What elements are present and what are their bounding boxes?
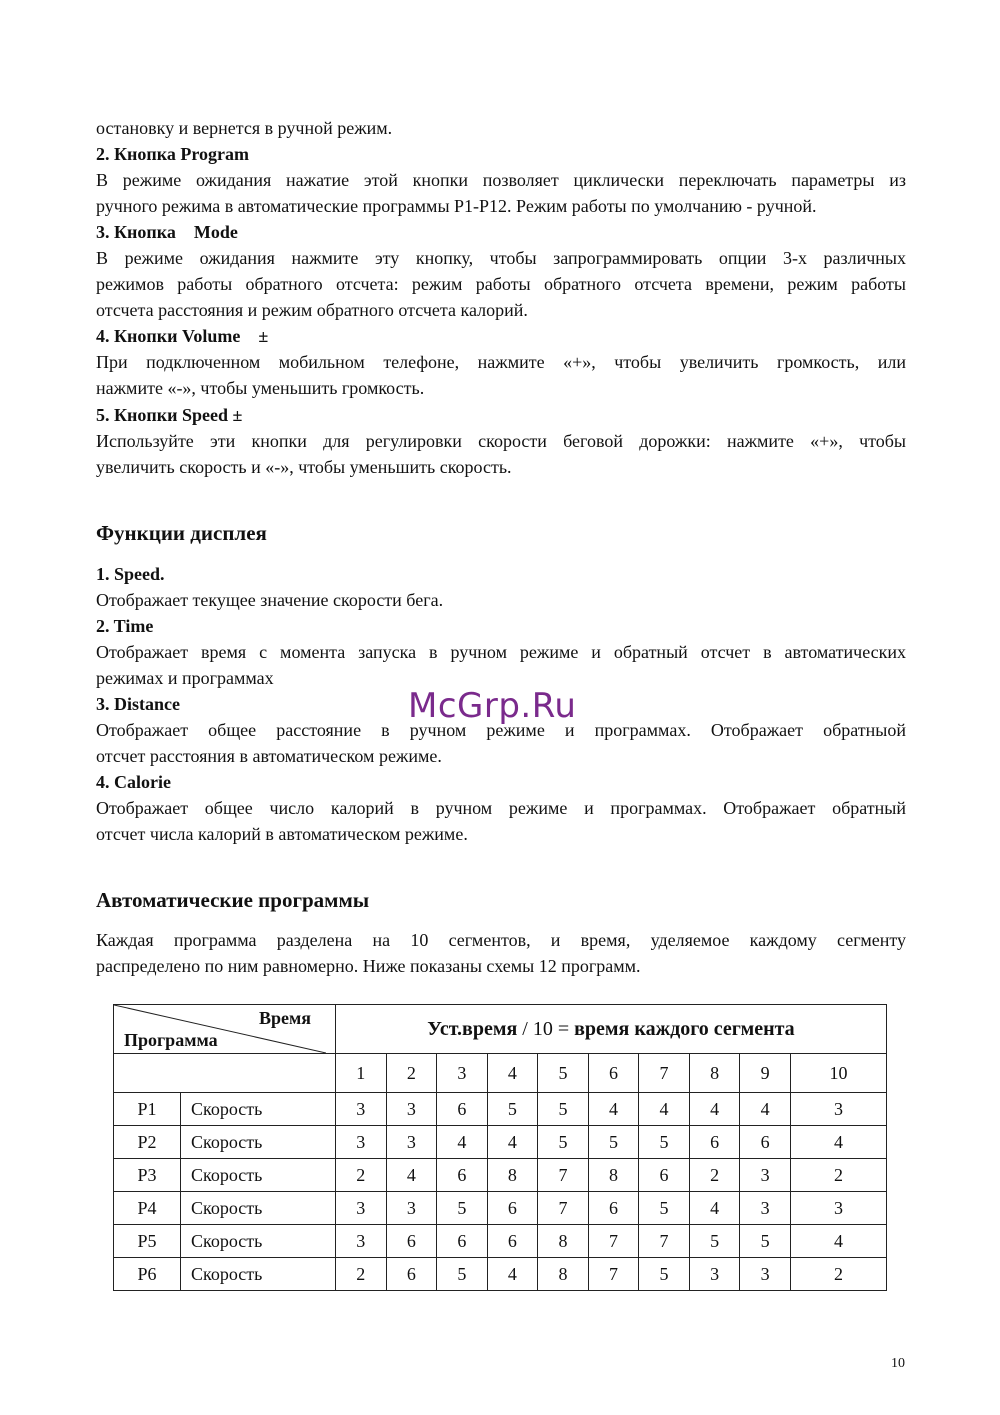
corner-time-label: Время [258,1008,311,1028]
display-time-heading: 2. Time [96,616,154,636]
speed-buttons-text-1: Используйте эти кнопки для регулировки скорости беговой дорожки: нажмите «+», чтобы [96,431,906,451]
mode-button-text-2: режимов работы обратного отсчета: режим работы обратного отсчета времени, режим работы [96,274,906,294]
table-row [114,1192,887,1225]
speed-value-cell: 4 [386,1159,437,1192]
speed-value-cell: 2 [790,1159,886,1192]
speed-value-cell: 2 [336,1159,387,1192]
speed-value-cell: 7 [538,1159,589,1192]
table-header-row [114,1005,887,1054]
speed-value-cell: 7 [639,1225,690,1258]
speed-value-cell: 6 [689,1126,740,1159]
speed-label-cell: Скорость [181,1192,336,1225]
speed-value-cell: 4 [437,1126,488,1159]
program-button-heading: 2. Кнопка Program [96,144,250,164]
segment-number-cell: 2 [386,1054,437,1093]
speed-value-cell: 5 [538,1126,589,1159]
program-button-text-1: В режиме ожидания нажатие этой кнопки позволяет циклически переключать параметры из [96,170,906,190]
speed-value-cell: 7 [538,1192,589,1225]
program-id-cell: P2 [114,1126,181,1159]
segment-number-cell: 7 [639,1054,690,1093]
speed-value-cell: 3 [336,1126,387,1159]
speed-value-cell: 6 [437,1093,488,1126]
speed-value-cell: 3 [740,1192,791,1225]
speed-value-cell: 3 [790,1093,886,1126]
mode-button-text-1: В режиме ожидания нажмите эту кнопку, чтобы запрограммировать опции 3-х различных [96,248,906,268]
display-distance-text-2: отсчет расстояния в автоматическом режиме. [96,746,442,766]
speed-value-cell: 8 [588,1159,639,1192]
speed-value-cell: 3 [740,1258,791,1291]
speed-value-cell: 5 [487,1093,538,1126]
speed-value-cell: 5 [689,1225,740,1258]
speed-value-cell: 4 [588,1093,639,1126]
table-row [114,1126,887,1159]
speed-value-cell: 2 [790,1258,886,1291]
display-calorie-text-1: Отображает общее число калорий в ручном режиме и программах. Отображает обратный [96,798,906,818]
speed-value-cell: 8 [487,1159,538,1192]
speed-value-cell: 6 [487,1225,538,1258]
display-calorie-heading: 4. Calorie [96,772,171,792]
speed-value-cell: 5 [639,1126,690,1159]
program-id-cell: P4 [114,1192,181,1225]
corner-program-label: Программа [124,1030,218,1050]
speed-value-cell: 5 [740,1225,791,1258]
header-set-time: Уст.время [427,1017,518,1040]
speed-value-cell: 4 [790,1225,886,1258]
speed-value-cell: 6 [386,1258,437,1291]
intro-tail-text: остановку и вернется в ручной режим. [96,118,393,138]
speed-label-cell: Скорость [181,1126,336,1159]
speed-value-cell: 6 [487,1192,538,1225]
auto-programs-text-2: распределено по ним равномерно. Ниже показаны схемы 12 программ. [96,956,641,976]
display-calorie-text-2: отсчет числа калорий в автоматическом режиме. [96,824,468,844]
speed-value-cell: 6 [740,1126,791,1159]
speed-buttons-heading: 5. Кнопки Speed ± [96,405,243,425]
segment-number-cell: 9 [740,1054,791,1093]
segment-number-cell: 1 [336,1054,387,1093]
speed-value-cell: 3 [336,1093,387,1126]
speed-value-cell: 6 [437,1159,488,1192]
mode-button-heading: 3. Кнопка Mode [96,222,238,242]
speed-value-cell: 3 [790,1192,886,1225]
speed-value-cell: 3 [689,1258,740,1291]
speed-label-cell: Скорость [181,1258,336,1291]
mode-button-text-3: отсчета расстояния и режим обратного отсчета калорий. [96,300,528,320]
display-distance-heading: 3. Distance [96,694,180,714]
program-button-text-2: ручного режима в автоматические программы P1-P12. Режим работы по умолчанию - ручной. [96,196,817,216]
auto-programs-text-1: Каждая программа разделена на 10 сегментов, и время, уделяемое каждому сегменту [96,930,906,950]
speed-label-cell: Скорость [181,1159,336,1192]
speed-value-cell: 4 [689,1192,740,1225]
speed-label-cell: Скорость [181,1093,336,1126]
header-divide: / 10 = [517,1017,575,1040]
speed-label-cell: Скорость [181,1225,336,1258]
speed-value-cell: 2 [689,1159,740,1192]
table-row [114,1258,887,1291]
speed-value-cell: 8 [538,1258,589,1291]
speed-value-cell: 2 [336,1258,387,1291]
speed-value-cell: 8 [538,1225,589,1258]
program-id-cell: P5 [114,1225,181,1258]
table-row [114,1093,887,1126]
speed-value-cell: 5 [588,1126,639,1159]
speed-value-cell: 7 [588,1258,639,1291]
segment-number-cell: 5 [538,1054,589,1093]
speed-value-cell: 5 [437,1192,488,1225]
speed-value-cell: 4 [639,1093,690,1126]
table-row [114,1159,887,1192]
speed-value-cell: 3 [386,1192,437,1225]
empty-cell [114,1054,336,1093]
speed-value-cell: 4 [790,1126,886,1159]
speed-value-cell: 6 [588,1192,639,1225]
watermark-logo: McGrp.Ru [408,686,577,726]
speed-value-cell: 3 [386,1093,437,1126]
speed-value-cell: 4 [487,1126,538,1159]
volume-buttons-text-2: нажмите «-», чтобы уменьшить громкость. [96,378,425,398]
display-speed-text: Отображает текущее значение скорости бега. [96,590,444,610]
speed-value-cell: 6 [639,1159,690,1192]
speed-value-cell: 4 [689,1093,740,1126]
speed-buttons-text-2: увеличить скорость и «-», чтобы уменьшить скорость. [96,457,512,477]
table-corner-cell [114,1005,336,1054]
display-distance-text-1: Отображает общее расстояние в ручном режиме и программах. Отображает обратныой [96,720,906,740]
speed-value-cell: 6 [386,1225,437,1258]
speed-value-cell: 3 [336,1192,387,1225]
display-time-text-2: режимах и программах [96,668,274,688]
table-main-header [336,1005,887,1054]
volume-buttons-text-1: При подключенном мобильном телефоне, нажмите «+», чтобы увеличить громкость, или [96,352,906,372]
speed-value-cell: 5 [538,1093,589,1126]
segment-number-cell: 10 [790,1054,886,1093]
speed-value-cell: 6 [437,1225,488,1258]
program-id-cell: P6 [114,1258,181,1291]
display-functions-title: Функции дисплея [96,521,267,545]
speed-value-cell: 5 [437,1258,488,1291]
page-number: 10 [891,1356,905,1371]
volume-buttons-heading: 4. Кнопки Volume ± [96,326,269,346]
speed-value-cell: 7 [588,1225,639,1258]
programs-table [113,1004,887,1291]
display-speed-heading: 1. Speed. [96,564,165,584]
auto-programs-title: Автоматические программы [96,888,370,912]
program-id-cell: P1 [114,1093,181,1126]
segment-number-cell: 3 [437,1054,488,1093]
program-id-cell: P3 [114,1159,181,1192]
display-time-text-1: Отображает время с момента запуска в ручном режиме и обратный отсчет в автоматических [96,642,906,662]
table-row [114,1225,887,1258]
segment-number-cell: 6 [588,1054,639,1093]
speed-value-cell: 5 [639,1192,690,1225]
speed-value-cell: 3 [336,1225,387,1258]
speed-value-cell: 4 [487,1258,538,1291]
speed-value-cell: 3 [386,1126,437,1159]
header-segment-time: время каждого сегмента [574,1017,795,1040]
speed-value-cell: 4 [740,1093,791,1126]
segment-number-row [114,1054,887,1093]
segment-number-cell: 4 [487,1054,538,1093]
speed-value-cell: 5 [639,1258,690,1291]
segment-number-cell: 8 [689,1054,740,1093]
speed-value-cell: 3 [740,1159,791,1192]
